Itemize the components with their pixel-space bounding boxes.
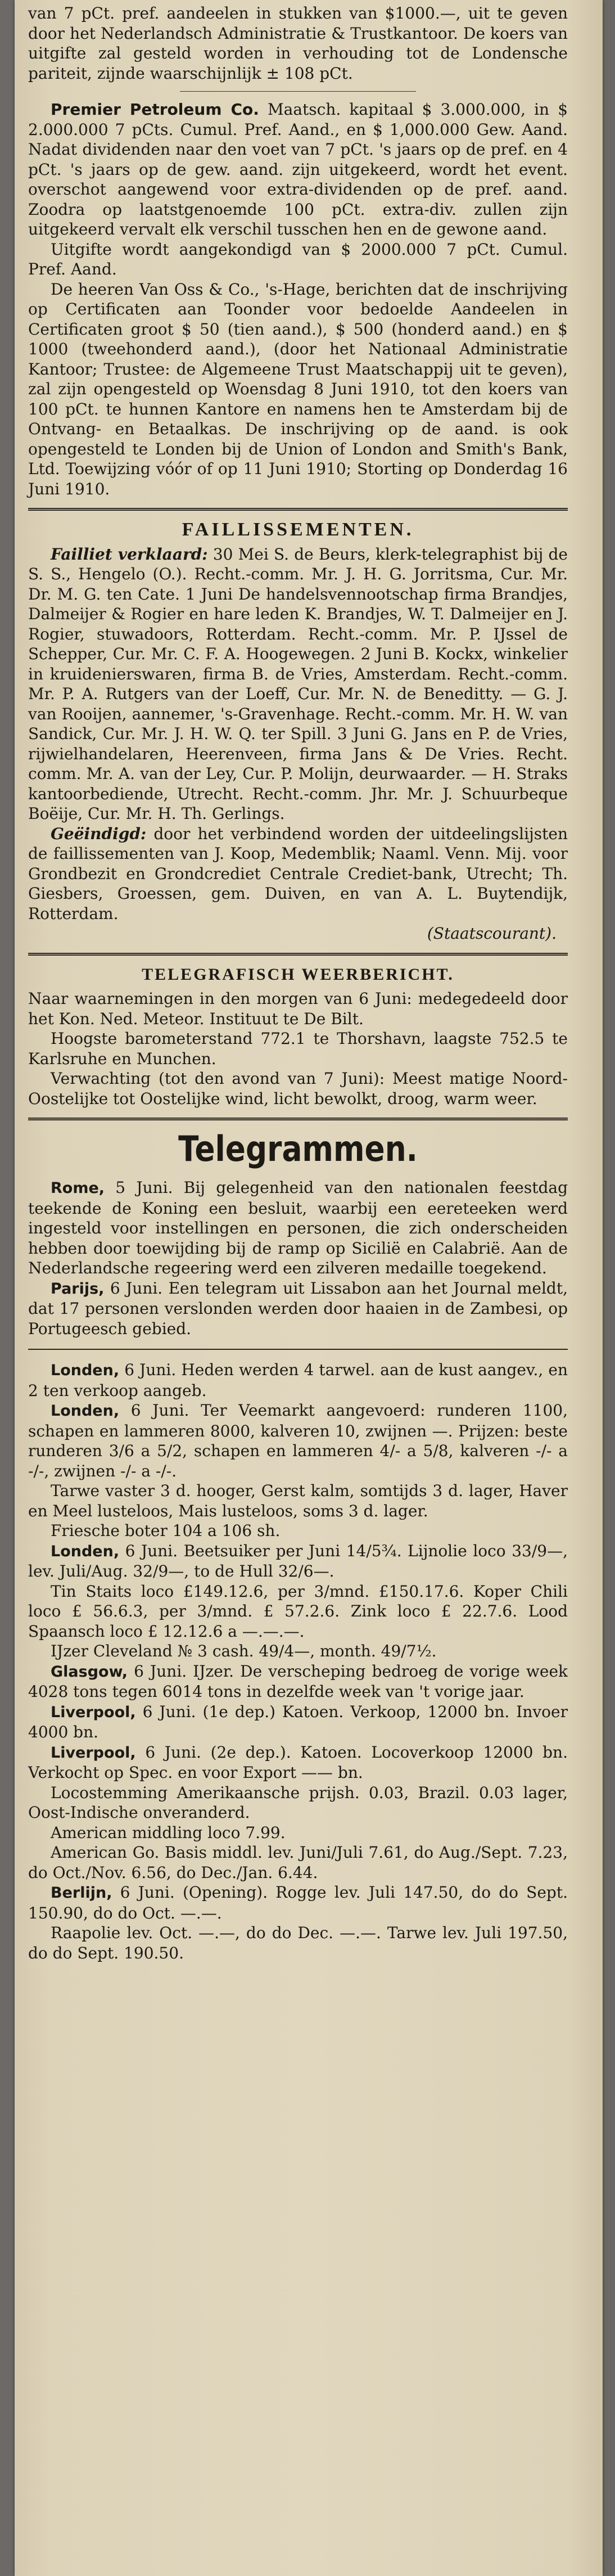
market-text: 6 Juni. IJzer. De verscheping bedroeg de vorige week 4028 tons tegen 6014 tons in dezelfde week van 't vorige jaar.: [28, 1661, 568, 1701]
faillissementen-title: FAILLISSEMENTEN.: [182, 519, 414, 540]
market-text: American Go. Basis middl. lev. Juni/Juli 7.61, do Aug./Sept. 7.23, do Oct./Nov. 6.56, do Dec./Jan. 6.44.: [28, 1843, 568, 1882]
section-divider: [28, 508, 568, 511]
geeindigd-label: Geëindigd:: [51, 824, 147, 843]
market-item: [28, 1481, 568, 1521]
market-text: 6 Juni. (1e dep.) Katoen. Verkoop, 12000 bn. Invoer 4000 bn.: [28, 1702, 568, 1741]
market-item: [28, 1360, 568, 1400]
weer-forecast: Verwachting (tot den avond van 7 Juni): Meest matige Noord-Oostelijke tot Oostelijke wind, licht bewolkt, droog, warm weer.: [28, 1069, 568, 1108]
market-text: Friesche boter 104 a 106 sh.: [51, 1521, 281, 1540]
market-text: 6 Juni. (Opening). Rogge lev. Juli 147.50, do do Sept. 150.90, do do Oct. —.—.: [28, 1883, 568, 1922]
market-place: Glasgow,: [51, 1663, 128, 1681]
telegram-item: [28, 1178, 568, 1278]
weer-barometer: Hoogste barometerstand 772.1 te Thorshavn, laagste 752.5 te Karlsruhe en Munchen.: [28, 1029, 568, 1068]
market-item: [28, 1641, 568, 1661]
verklaard-label: Failliet verklaard:: [51, 544, 208, 564]
faillissementen-geeindigd: [28, 824, 568, 924]
market-item: [28, 1702, 568, 1742]
section-divider: [28, 1118, 568, 1120]
divider: [180, 91, 416, 92]
market-place: Londen,: [51, 1402, 120, 1420]
clipping-column: [28, 0, 568, 1963]
premier-body: Maatsch. kapitaal $ 3.000.000, in $ 2.000.000 7 pCts. Cumul. Pref. Aand., en $ 1,000.000 Gew. Aand. Nadat dividenden naar den voet van 7 pCt. 's jaars op de pref. en 4 pCt. 's jaars op de gew. aand. zijn uitgekeerd, wordt het event. overschot aangewend voor extra-dividenden op de pref. aand. Zoodra op laatstgenoemde 100 pCt. extra-div. zullen zijn uitgekeerd vervalt elk verschil tusschen hen en de gewone aand.: [28, 100, 568, 238]
market-place: Liverpool,: [51, 1744, 136, 1762]
market-item: [28, 1823, 568, 1843]
market-text: Tarwe vaster 3 d. hooger, Gerst kalm, somtijds 3 d. lager, Haver en Meel lusteloos, Mais lusteloos, soms 3 d. lager.: [28, 1481, 568, 1520]
market-place: Londen,: [51, 1362, 120, 1379]
market-text: 6 Juni. Ter Veemarkt aangevoerd: runderen 1100, schapen en lammeren 8000, kalveren 10, zwijnen —. Prijzen: beste runderen 3/6 a 5/2, schapen en lammeren 4/- a 5/8, kalveren -/- a -/-, zwijnen -/- a -/-.: [28, 1401, 568, 1480]
market-item: [28, 1883, 568, 1923]
market-item: [28, 1582, 568, 1642]
premier-subscription: De heeren Van Oss & Co., 's-Hage, berichten dat de inschrijving op Certificaten aan Toonder voor bedoelde Aandeelen in Certificaten groot $ 50 (tien aand.), $ 500 (honderd aand.) en $ 1000 (tweehonderd aand.), (door het Nationaal Administratie Kantoor; Trustee: de Algemeene Trust Maatschappij uit te geven), zal zijn opengesteld op Woensdag 8 Juni 1910, tot den koers van 100 pCt. te hunnen Kantore en namens hen te Amsterdam bij de Ontvang- en Betaalkas. De inschrijving op de aand. is ook opengesteld te Londen bij de Union of London and Smith's Bank, Ltd. Toewijzing vóór of op 11 Juni 1910; Storting op Donderdag 16 Juni 1910.: [28, 280, 568, 498]
telegram-place: Rome,: [51, 1179, 105, 1197]
divider: [28, 1349, 568, 1350]
market-item: [28, 1843, 568, 1883]
geeindigd-text: door het verbindend worden der uitdeelingslijsten de faillissementen van J. Koop, Medemblik; Naaml. Venn. Mij. voor Grondbezit en Grondcrediet Centrale Crediet-bank, Utrecht; Th. Giesbers, Groessen, gem. Duiven, en van A. L. Buytendijk, Rotterdam.: [28, 824, 568, 923]
premier-heading: Premier Petroleum Co.: [51, 100, 259, 119]
telegram-text: 6 Juni. Een telegram uit Lissabon aan het Journal meldt, dat 17 personen verslonden werden door haaien in de Zambesi, op Portugeesch gebied.: [28, 1278, 568, 1338]
market-item: [28, 1742, 568, 1783]
market-item: [28, 1541, 568, 1582]
market-text: 6 Juni. Heden werden 4 tarwel. aan de kust aangev., en 2 ten verkoop aangeb.: [28, 1361, 568, 1400]
verklaard-text: 30 Mei S. de Beurs, klerk-telegraphist bij de S. S., Hengelo (O.). Recht.-comm. Mr. J. H. G. Jorritsma, Cur. Mr. Dr. M. G. ten Cate. 1 Juni De handelsvennootschap firma Brandjes, Dalmeijer & Rogier en hare leden K. Brandjes, W. T. Dalmeijer en J. Rogier, stuwadoors, Rotterdam. Recht.-comm. Mr. P. IJssel de Schepper, Cur. Mr. C. F. A. Hoogewegen. 2 Juni B. Kockx, winkelier in kruidenierswaren, firma B. de Vries, Amsterdam. Recht.-comm. Mr. P. A. Rutgers van der Loeff, Cur. Mr. N. de Beneditty. — G. J. van Rooijen, aannemer, 's-Gravenhage. Recht.-comm. Mr. H. W. van Sandick, Cur. Mr. J. H. W. Q. ter Spill. 3 Juni G. Jans en P. de Vries, rijwielhandelaren, Heerenveen, firma Jans & De Vries. Recht. comm. Mr. A. van der Ley, Cur. P. Molijn, deurwaarder. — H. Straks kantoorbediende, Utrecht. Recht.-comm. Jhr. Mr. J. Schuurbeque Boëije, Cur. Mr. H. Th. Gerlings.: [28, 544, 568, 823]
telegram-text: 5 Juni. Bij gelegenheid van den nationalen feestdag teekende de Koning een besluit, waarbij een eereteeken werd ingesteld voor instellingen en personen, die zich onderscheiden hebben door toewijding bij de ramp op Sicilië en Calabrië. Aan de Nederlandsche regeering werd een zilveren medaille toegekend.: [28, 1178, 568, 1277]
top-notice: van 7 pCt. pref. aandeelen in stukken van $1000.—, uit te geven door het Nederlandsch Administratie & Trustkantoor. De koers van uitgifte zal gesteld worden in verhouding tot de Londensche pariteit, zijnde waarschijnlijk ± 108 pCt.: [28, 4, 568, 83]
premier-issue: Uitgifte wordt aangekondigd van $ 2000.000 7 pCt. Cumul. Pref. Aand.: [28, 240, 568, 278]
market-text: IJzer Cleveland № 3 cash. 49/4—, month. 49/7½.: [51, 1642, 437, 1660]
market-place: Liverpool,: [51, 1703, 136, 1721]
section-divider: [28, 953, 568, 956]
market-place: Londen,: [51, 1542, 120, 1560]
market-text: Raapolie lev. Oct. —.—, do do Dec. —.—. Tarwe lev. Juli 197.50, do do Sept. 190.50.: [28, 1924, 568, 1962]
telegrammen-title: Telegrammen.: [178, 1128, 418, 1169]
premier-notice: [28, 100, 568, 240]
weer-title: TELEGRAFISCH WEERBERICHT.: [142, 965, 454, 984]
market-item: [28, 1783, 568, 1823]
telegram-place: Parijs,: [51, 1280, 105, 1298]
market-item: [28, 1400, 568, 1481]
weer-observation: Naar waarnemingen in den morgen van 6 Juni: medegedeeld door het Kon. Ned. Meteor. Instituut te De Bilt.: [28, 989, 568, 1028]
faillissementen-source: (Staatscourant).: [427, 924, 557, 943]
market-place: Berlijn,: [51, 1884, 112, 1902]
market-item: [28, 1661, 568, 1702]
faillissementen-verklaard: [28, 544, 568, 824]
market-item: [28, 1521, 568, 1541]
market-text: American middling loco 7.99.: [51, 1823, 286, 1842]
market-text: 6 Juni. (2e dep.). Katoen. Locoverkoop 12000 bn. Verkocht op Spec. en voor Export —— bn.: [28, 1742, 568, 1782]
telegram-item: [28, 1278, 568, 1339]
market-text: 6 Juni. Beetsuiker per Juni 14/5¾. Lijnolie loco 33/9—, lev. Juli/Aug. 32/9—, to de Hull 32/6—.: [28, 1541, 568, 1580]
market-text: Locostemming Amerikaansche prijsh. 0.03, Brazil. 0.03 lager, Oost-Indische onveranderd.: [28, 1783, 568, 1822]
market-item: [28, 1923, 568, 1963]
market-text: Tin Staits loco £149.12.6, per 3/mnd. £150.17.6. Koper Chili loco £ 56.6.3, per 3/mnd. £ 57.2.6. Zink loco £ 22.7.6. Lood Spaansch loco £ 12.12.6 a —.—.—.: [28, 1582, 568, 1641]
